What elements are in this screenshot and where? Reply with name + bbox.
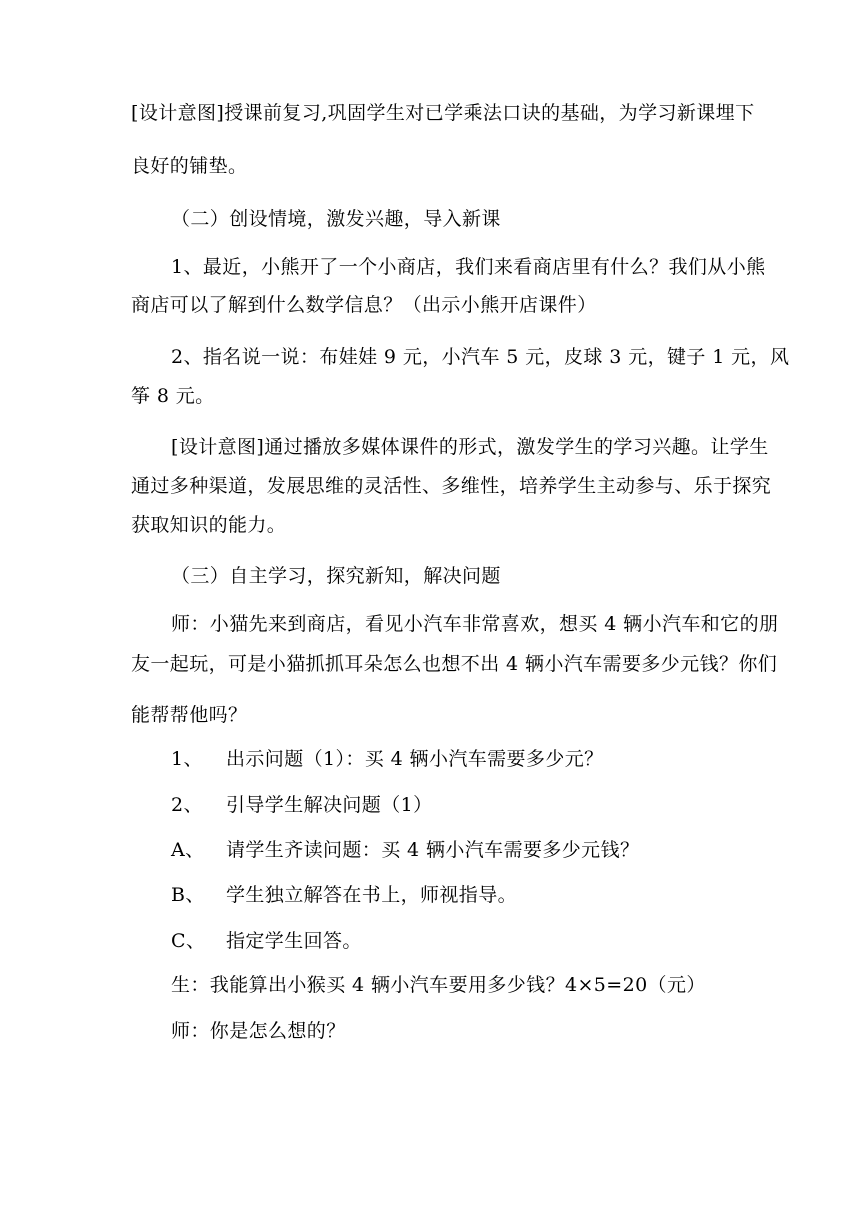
step-1-line-2: 商店可以了解到什么数学信息？（出示小熊开店课件） (131, 294, 597, 316)
design-intent-2-line-1: [设计意图]通过播放多媒体课件的形式，激发学生的学习兴趣。让学生 (171, 436, 769, 458)
design-intent-2-line-2: 通过多种渠道，发展思维的灵活性、多维性，培养学生主动参与、乐于探究 (131, 475, 772, 497)
list-item-a-text: 请学生齐读问题：买 4 辆小汽车需要多少元钱？ (226, 839, 640, 861)
step-2-line-1: 2、指名说一说：布娃娃 9 元，小汽车 5 元，皮球 3 元，键子 1 元，风 (171, 346, 790, 368)
section-heading-2: （二）创设情境，激发兴趣，导入新课 (171, 208, 501, 230)
list-item-c-marker: C、 (171, 930, 206, 952)
list-item-b-text: 学生独立解答在书上，师视指导。 (226, 884, 518, 906)
list-item-a-marker: A、 (171, 839, 205, 861)
teacher-para-line-1: 师：小猫先来到商店，看见小汽车非常喜欢，想买 4 辆小汽车和它的朋 (171, 613, 779, 635)
teacher-question: 师：你是怎么想的？ (171, 1020, 346, 1042)
step-1-line-1: 1、最近，小熊开了一个小商店，我们来看商店里有什么？我们从小熊 (171, 256, 766, 278)
teacher-para-line-2: 友一起玩，可是小猫抓抓耳朵怎么也想不出 4 辆小汽车需要多少元钱？你们 (131, 653, 778, 675)
student-answer: 生：我能算出小猴买 4 辆小汽车要用多少钱？4×5=20（元） (171, 974, 706, 996)
list-item-b-marker: B、 (171, 884, 205, 906)
design-intent-1-line-1: [设计意图]授课前复习,巩固学生对已学乘法口诀的基础，为学习新课埋下 (131, 102, 755, 124)
section-heading-3: （三）自主学习，探究新知，解决问题 (171, 565, 501, 587)
teacher-para-line-3: 能帮帮他吗？ (131, 704, 248, 726)
step-2-line-2: 筝 8 元。 (131, 385, 215, 407)
list-item-1-text: 出示问题（1）：买 4 辆小汽车需要多少元？ (226, 748, 604, 770)
list-item-1-marker: 1、 (171, 748, 203, 770)
list-item-2-text: 引导学生解决问题（1） (226, 794, 433, 816)
design-intent-2-line-3: 获取知识的能力。 (131, 514, 287, 536)
list-item-c-text: 指定学生回答。 (226, 930, 362, 952)
design-intent-1-line-2: 良好的铺垫。 (131, 155, 248, 177)
list-item-2-marker: 2、 (171, 794, 203, 816)
